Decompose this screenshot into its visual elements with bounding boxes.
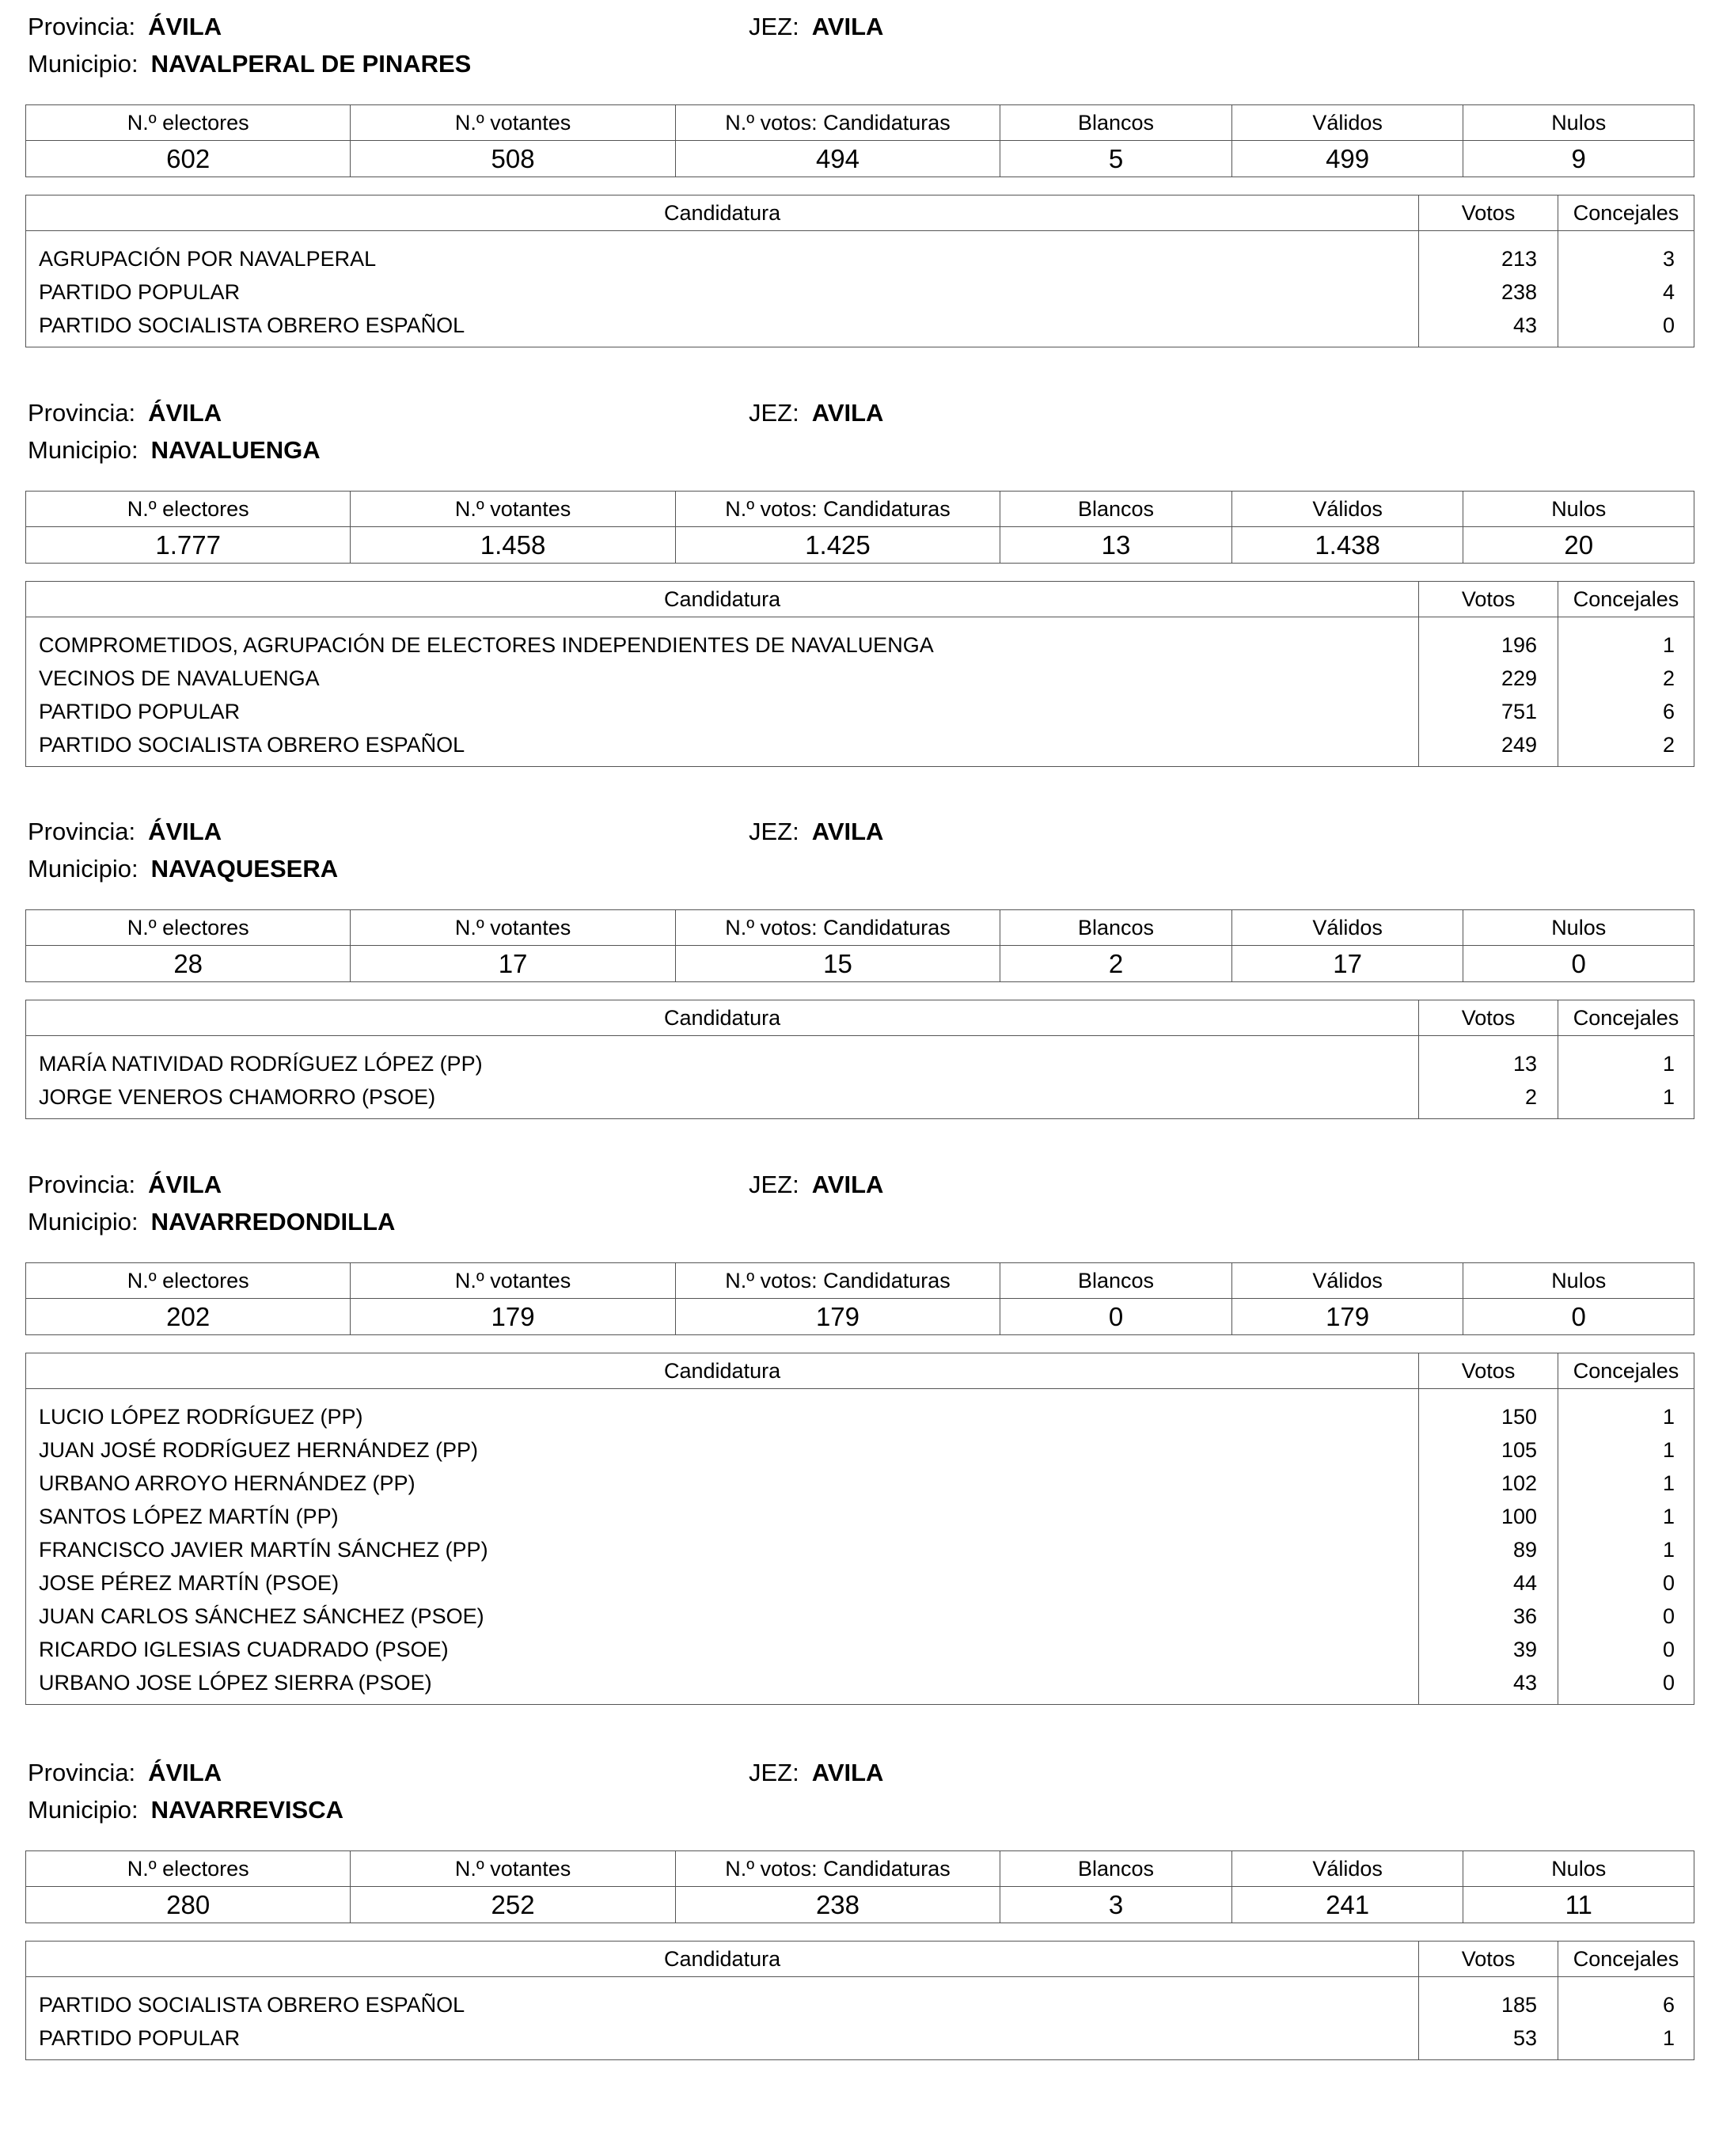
- stats-header-cell: Nulos: [1463, 910, 1694, 946]
- candidates-table: [25, 1353, 1694, 1705]
- candidatura-header: Candidatura: [26, 1942, 1419, 1977]
- stats-header-cell: Válidos: [1231, 1851, 1463, 1887]
- municipio-value: NAVALUENGA: [150, 436, 321, 464]
- candidate-votos: 89: [1512, 1538, 1537, 1562]
- stats-table: [25, 909, 1694, 982]
- candidate-concejales: 6: [1662, 1993, 1675, 2017]
- stats-table: [25, 491, 1694, 564]
- jez-line: [749, 1757, 883, 1789]
- candidates-header-row: [26, 1942, 1694, 1977]
- municipio-label: Municipio:: [28, 1796, 139, 1824]
- stats-value-cell: 20: [1463, 527, 1694, 564]
- votos-header: Votos: [1419, 1353, 1558, 1389]
- stats-header-cell: Válidos: [1231, 910, 1463, 946]
- candidate-name: JUAN JOSÉ RODRÍGUEZ HERNÁNDEZ (PP): [39, 1438, 479, 1462]
- stats-header-cell: Válidos: [1231, 492, 1463, 527]
- candidate-concejales: 3: [1662, 247, 1675, 271]
- votos-column: [1419, 1977, 1558, 2060]
- stats-value-row: [26, 1299, 1694, 1335]
- stats-value-cell: 28: [26, 946, 351, 982]
- jez-value: AVILA: [811, 13, 884, 40]
- stats-value-cell: 11: [1463, 1887, 1694, 1923]
- candidate-concejales: 0: [1662, 1571, 1675, 1595]
- stats-header-cell: Nulos: [1463, 105, 1694, 141]
- jez-label: JEZ:: [749, 1759, 799, 1786]
- candidate-votos: 238: [1501, 280, 1538, 304]
- stats-value-row: [26, 141, 1694, 177]
- candidate-name: PARTIDO SOCIALISTA OBRERO ESPAÑOL: [39, 733, 465, 757]
- stats-header-cell: Blancos: [1000, 105, 1232, 141]
- municipio-label: Municipio:: [28, 1208, 139, 1236]
- candidate-concejales: 1: [1662, 2026, 1675, 2050]
- municipio-value: NAVAQUESERA: [150, 855, 339, 883]
- stats-header-row: [26, 1263, 1694, 1299]
- stats-value-cell: 0: [1463, 1299, 1694, 1335]
- stats-value-cell: 9: [1463, 141, 1694, 177]
- candidate-concejales: 1: [1662, 1538, 1675, 1562]
- candidate-votos: 249: [1501, 733, 1538, 757]
- jez-label: JEZ:: [749, 1171, 799, 1198]
- stats-value-cell: 280: [26, 1887, 351, 1923]
- stats-value-cell: 202: [26, 1299, 351, 1335]
- stats-value-cell: 499: [1231, 141, 1463, 177]
- candidate-votos: 36: [1512, 1604, 1537, 1628]
- candidates-table: [25, 1941, 1694, 2060]
- stats-value-cell: 17: [1231, 946, 1463, 982]
- stats-value-cell: 1.425: [675, 527, 1000, 564]
- candidate-votos: 196: [1501, 633, 1538, 657]
- provincia-line: [28, 397, 222, 429]
- candidate-votos: 102: [1501, 1471, 1537, 1495]
- stats-table: [25, 1262, 1694, 1335]
- provincia-label: Provincia:: [28, 13, 136, 40]
- candidate-name: MARÍA NATIVIDAD RODRÍGUEZ LÓPEZ (PP): [39, 1052, 483, 1076]
- candidates-table: [25, 1000, 1694, 1119]
- stats-value-cell: 0: [1463, 946, 1694, 982]
- stats-value-cell: 179: [1231, 1299, 1463, 1335]
- candidate-concejales: 0: [1662, 1671, 1675, 1695]
- concejales-column: [1558, 1036, 1694, 1119]
- provincia-line: [28, 1169, 222, 1201]
- municipio-line: [28, 435, 321, 466]
- candidatura-column: [26, 1977, 1419, 2060]
- stats-value-cell: 1.777: [26, 527, 351, 564]
- stats-header-cell: Válidos: [1231, 105, 1463, 141]
- candidatura-column: [26, 617, 1419, 767]
- concejales-column: [1558, 1977, 1694, 2060]
- candidate-name: JOSE PÉREZ MARTÍN (PSOE): [39, 1571, 340, 1595]
- municipio-line: [28, 853, 338, 885]
- stats-header-cell: Nulos: [1463, 1263, 1694, 1299]
- stats-value-cell: 179: [351, 1299, 675, 1335]
- candidate-concejales: 0: [1662, 313, 1675, 337]
- candidate-votos: 105: [1501, 1438, 1537, 1462]
- provincia-line: [28, 11, 222, 43]
- stats-value-cell: 508: [351, 141, 675, 177]
- jez-label: JEZ:: [749, 818, 799, 845]
- candidate-name: JORGE VENEROS CHAMORRO (PSOE): [39, 1085, 436, 1109]
- candidate-votos: 43: [1512, 1671, 1537, 1695]
- stats-header-cell: N.º votantes: [351, 105, 675, 141]
- candidates-body: [26, 617, 1694, 767]
- concejales-column: [1558, 617, 1694, 767]
- candidates-body: [26, 231, 1694, 347]
- stats-header-cell: Nulos: [1463, 1851, 1694, 1887]
- candidate-name: LUCIO LÓPEZ RODRÍGUEZ (PP): [39, 1405, 363, 1429]
- stats-header-cell: Nulos: [1463, 492, 1694, 527]
- jez-value: AVILA: [811, 1759, 884, 1786]
- stats-header-cell: N.º votos: Candidaturas: [675, 910, 1000, 946]
- votos-column: [1419, 617, 1558, 767]
- stats-value-cell: 1.438: [1231, 527, 1463, 564]
- candidatura-column: [26, 1389, 1419, 1705]
- concejales-header: Concejales: [1558, 1000, 1694, 1036]
- candidate-name: PARTIDO POPULAR: [39, 2026, 241, 2050]
- jez-value: AVILA: [811, 1171, 884, 1198]
- votos-column: [1419, 1036, 1558, 1119]
- candidate-votos: 2: [1524, 1085, 1537, 1109]
- stats-header-cell: Blancos: [1000, 492, 1232, 527]
- provincia-value: ÁVILA: [148, 399, 222, 427]
- candidates-header-row: [26, 582, 1694, 617]
- stats-header-cell: N.º electores: [26, 492, 351, 527]
- candidate-concejales: 1: [1662, 633, 1675, 657]
- candidate-votos: 100: [1501, 1505, 1537, 1528]
- stats-value-cell: 0: [1000, 1299, 1232, 1335]
- candidates-table: [25, 581, 1694, 767]
- municipio-value: NAVARREVISCA: [150, 1796, 343, 1824]
- provincia-value: ÁVILA: [148, 1759, 222, 1786]
- concejales-column: [1558, 1389, 1694, 1705]
- provincia-line: [28, 1757, 222, 1789]
- municipio-value: NAVARREDONDILLA: [150, 1208, 396, 1236]
- candidate-name: PARTIDO SOCIALISTA OBRERO ESPAÑOL: [39, 313, 465, 337]
- candidates-header-row: [26, 195, 1694, 231]
- candidates-header-row: [26, 1000, 1694, 1036]
- stats-value-cell: 15: [675, 946, 1000, 982]
- candidate-votos: 150: [1501, 1405, 1537, 1429]
- candidate-name: AGRUPACIÓN POR NAVALPERAL: [39, 247, 377, 271]
- stats-value-cell: 241: [1231, 1887, 1463, 1923]
- stats-value-cell: 179: [675, 1299, 1000, 1335]
- candidate-concejales: 4: [1662, 280, 1675, 304]
- provincia-label: Provincia:: [28, 818, 136, 845]
- candidate-concejales: 1: [1662, 1505, 1675, 1528]
- municipio-line: [28, 48, 471, 80]
- stats-header-cell: N.º electores: [26, 1263, 351, 1299]
- candidate-votos: 53: [1512, 2026, 1538, 2050]
- provincia-value: ÁVILA: [148, 13, 222, 40]
- candidates-header-row: [26, 1353, 1694, 1389]
- jez-value: AVILA: [811, 818, 884, 845]
- stats-header-row: [26, 492, 1694, 527]
- candidate-concejales: 2: [1662, 733, 1675, 757]
- stats-header-cell: Blancos: [1000, 1851, 1232, 1887]
- candidatura-header: Candidatura: [26, 195, 1419, 231]
- concejales-header: Concejales: [1558, 1353, 1694, 1389]
- provincia-label: Provincia:: [28, 1171, 136, 1198]
- candidate-votos: 13: [1512, 1052, 1537, 1076]
- provincia-line: [28, 816, 222, 848]
- stats-header-row: [26, 1851, 1694, 1887]
- jez-label: JEZ:: [749, 13, 799, 40]
- stats-table: [25, 1850, 1694, 1923]
- candidate-votos: 185: [1501, 1993, 1538, 2017]
- stats-header-cell: Válidos: [1231, 1263, 1463, 1299]
- votos-header: Votos: [1419, 1942, 1558, 1977]
- candidate-votos: 751: [1501, 700, 1538, 723]
- candidate-name: PARTIDO POPULAR: [39, 280, 241, 304]
- candidates-body: [26, 1389, 1694, 1705]
- candidate-votos: 39: [1512, 1638, 1537, 1661]
- jez-value: AVILA: [811, 399, 884, 427]
- candidate-name: COMPROMETIDOS, AGRUPACIÓN DE ELECTORES INDEPENDIENTES DE NAVALUENGA: [39, 633, 934, 657]
- concejales-column: [1558, 231, 1694, 347]
- candidatura-header: Candidatura: [26, 1353, 1419, 1389]
- candidate-concejales: 2: [1662, 666, 1675, 690]
- stats-header-cell: Blancos: [1000, 910, 1232, 946]
- provincia-value: ÁVILA: [148, 1171, 222, 1198]
- stats-header-cell: Blancos: [1000, 1263, 1232, 1299]
- municipio-label: Municipio:: [28, 436, 139, 464]
- votos-header: Votos: [1419, 582, 1558, 617]
- stats-table: [25, 104, 1694, 177]
- jez-line: [749, 816, 883, 848]
- candidate-name: URBANO ARROYO HERNÁNDEZ (PP): [39, 1471, 416, 1495]
- jez-line: [749, 11, 883, 43]
- stats-value-cell: 5: [1000, 141, 1232, 177]
- stats-header-cell: N.º votantes: [351, 1851, 675, 1887]
- concejales-header: Concejales: [1558, 582, 1694, 617]
- candidate-name: PARTIDO POPULAR: [39, 700, 241, 723]
- municipio-value: NAVALPERAL DE PINARES: [150, 50, 472, 78]
- municipio-line: [28, 1794, 343, 1826]
- candidate-name: URBANO JOSE LÓPEZ SIERRA (PSOE): [39, 1671, 432, 1695]
- candidate-concejales: 1: [1662, 1405, 1675, 1429]
- provincia-label: Provincia:: [28, 1759, 136, 1786]
- stats-header-cell: N.º votos: Candidaturas: [675, 1263, 1000, 1299]
- stats-header-cell: N.º votos: Candidaturas: [675, 492, 1000, 527]
- stats-value-cell: 2: [1000, 946, 1232, 982]
- stats-value-row: [26, 946, 1694, 982]
- candidate-concejales: 0: [1662, 1604, 1675, 1628]
- stats-value-cell: 13: [1000, 527, 1232, 564]
- jez-line: [749, 1169, 883, 1201]
- votos-column: [1419, 1389, 1558, 1705]
- stats-header-cell: N.º votantes: [351, 1263, 675, 1299]
- stats-value-cell: 494: [675, 141, 1000, 177]
- candidate-concejales: 1: [1662, 1438, 1675, 1462]
- stats-header-row: [26, 910, 1694, 946]
- candidate-votos: 229: [1501, 666, 1538, 690]
- stats-header-cell: N.º votos: Candidaturas: [675, 1851, 1000, 1887]
- stats-header-cell: N.º electores: [26, 910, 351, 946]
- concejales-header: Concejales: [1558, 195, 1694, 231]
- provincia-label: Provincia:: [28, 399, 136, 427]
- stats-value-cell: 3: [1000, 1887, 1232, 1923]
- candidates-body: [26, 1977, 1694, 2060]
- stats-value-cell: 1.458: [351, 527, 675, 564]
- stats-header-cell: N.º votantes: [351, 910, 675, 946]
- jez-line: [749, 397, 883, 429]
- candidate-votos: 43: [1512, 313, 1538, 337]
- candidates-table: [25, 195, 1694, 347]
- provincia-value: ÁVILA: [148, 818, 222, 845]
- stats-header-cell: N.º votantes: [351, 492, 675, 527]
- stats-header-cell: N.º votos: Candidaturas: [675, 105, 1000, 141]
- candidate-concejales: 0: [1662, 1638, 1675, 1661]
- candidate-votos: 44: [1512, 1571, 1537, 1595]
- stats-value-cell: 238: [675, 1887, 1000, 1923]
- candidate-concejales: 1: [1662, 1471, 1675, 1495]
- candidate-name: SANTOS LÓPEZ MARTÍN (PP): [39, 1505, 339, 1528]
- votos-header: Votos: [1419, 195, 1558, 231]
- candidatura-column: [26, 1036, 1419, 1119]
- candidate-name: PARTIDO SOCIALISTA OBRERO ESPAÑOL: [39, 1993, 465, 2017]
- candidate-name: RICARDO IGLESIAS CUADRADO (PSOE): [39, 1638, 449, 1661]
- candidatura-header: Candidatura: [26, 1000, 1419, 1036]
- votos-header: Votos: [1419, 1000, 1558, 1036]
- stats-value-cell: 252: [351, 1887, 675, 1923]
- concejales-header: Concejales: [1558, 1942, 1694, 1977]
- candidatura-column: [26, 231, 1419, 347]
- stats-value-row: [26, 1887, 1694, 1923]
- candidate-concejales: 6: [1662, 700, 1675, 723]
- stats-value-cell: 17: [351, 946, 675, 982]
- municipio-line: [28, 1206, 395, 1238]
- candidate-concejales: 1: [1662, 1085, 1675, 1109]
- municipio-label: Municipio:: [28, 50, 139, 78]
- stats-header-row: [26, 105, 1694, 141]
- candidate-name: JUAN CARLOS SÁNCHEZ SÁNCHEZ (PSOE): [39, 1604, 484, 1628]
- stats-value-cell: 602: [26, 141, 351, 177]
- votos-column: [1419, 231, 1558, 347]
- candidates-body: [26, 1036, 1694, 1119]
- stats-value-row: [26, 527, 1694, 564]
- candidate-name: FRANCISCO JAVIER MARTÍN SÁNCHEZ (PP): [39, 1538, 488, 1562]
- municipio-label: Municipio:: [28, 855, 139, 883]
- candidate-concejales: 1: [1662, 1052, 1675, 1076]
- candidatura-header: Candidatura: [26, 582, 1419, 617]
- stats-header-cell: N.º electores: [26, 105, 351, 141]
- stats-header-cell: N.º electores: [26, 1851, 351, 1887]
- jez-label: JEZ:: [749, 399, 799, 427]
- candidate-votos: 213: [1501, 247, 1538, 271]
- candidate-name: VECINOS DE NAVALUENGA: [39, 666, 320, 690]
